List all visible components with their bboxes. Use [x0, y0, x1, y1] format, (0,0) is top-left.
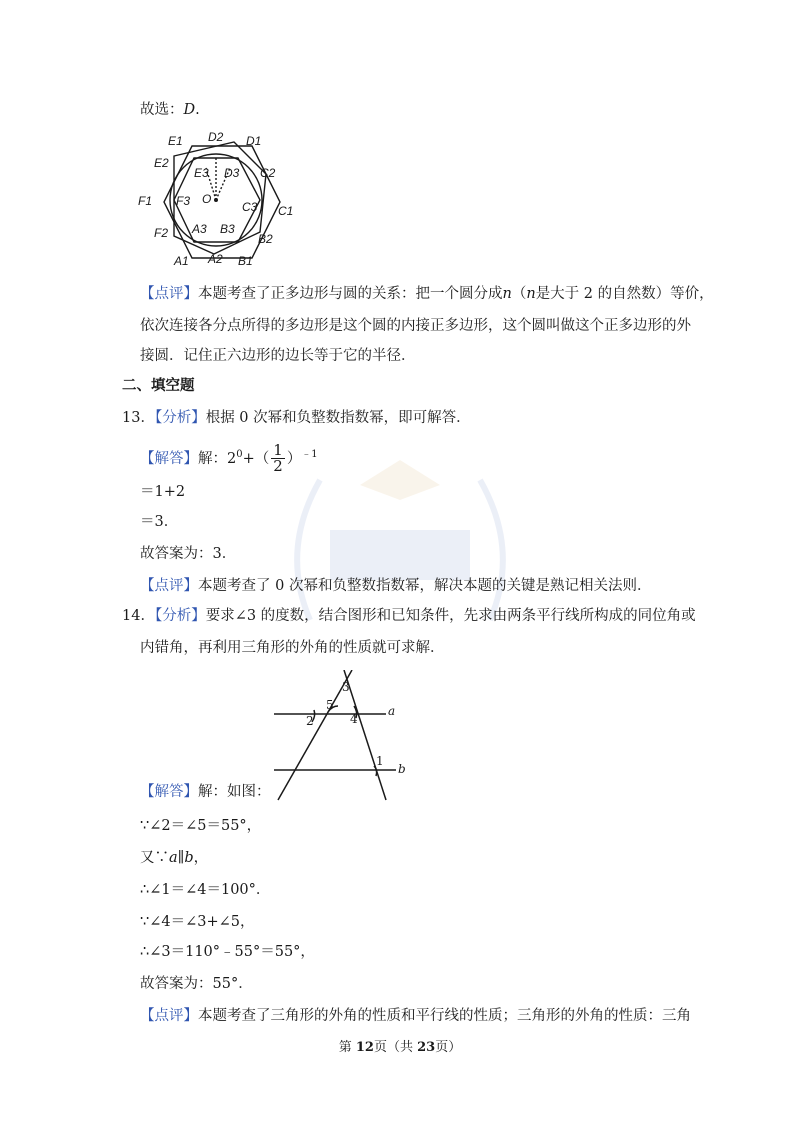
- q14-answer-line: [140, 782, 271, 802]
- q14-analysis-text: 要求∠3 的度数，结合图形和已知条件，先求由两条平行线所构成的同位角或: [205, 608, 696, 624]
- label-A2: A2: [208, 252, 223, 266]
- section-heading: 二、填空题: [122, 377, 195, 394]
- q13-review-line: [140, 576, 651, 596]
- q13-number: 13．: [122, 410, 155, 426]
- q14-step2-a: 又∵: [140, 850, 169, 866]
- review12-line1: [140, 284, 714, 304]
- q14-step2: [140, 848, 208, 868]
- footer-text-3: 页）: [435, 1040, 462, 1055]
- choice-suffix: .: [195, 102, 200, 118]
- q13-exp0: 0: [236, 449, 243, 460]
- label-angle-2: 2: [306, 714, 314, 728]
- label-B1: B1: [238, 254, 253, 268]
- review12-text-b: （: [511, 286, 527, 302]
- review12-line3: 接圆．记住正六边形的边长等于它的半径．: [140, 348, 416, 364]
- page-footer: [0, 1036, 800, 1055]
- q14-answer-intro: 解：如图：: [198, 784, 271, 800]
- q14-step3: ∴∠1＝∠4＝100°．: [140, 882, 271, 898]
- review12-text-c: 是大于 2 的自然数）等价，: [535, 286, 714, 302]
- review-tag: 【点评】: [140, 1008, 198, 1024]
- label-E2: E2: [154, 156, 169, 170]
- label-angle-1: 1: [376, 754, 384, 768]
- q14-review-line: [140, 1006, 691, 1026]
- answer-tag: 【解答】: [140, 784, 198, 800]
- q14-analysis-line2: 内错角，再利用三角形的外角的性质就可求解．: [140, 640, 445, 656]
- analysis-tag: 【分析】: [154, 410, 206, 426]
- label-angle-3: 3: [342, 680, 350, 694]
- label-B2: B2: [258, 232, 273, 246]
- label-O: O: [202, 192, 212, 206]
- label-E1: E1: [168, 134, 183, 148]
- q13-result: 故答案为：3．: [140, 546, 237, 562]
- label-A3: A3: [192, 222, 207, 236]
- q13-exp: ﹣1: [301, 449, 318, 460]
- choice-prefix: 故选：: [140, 102, 184, 118]
- q14-review: 本题考查了三角形的外角的性质和平行线的性质；三角形的外角的性质：三角: [198, 1008, 691, 1024]
- answer-tag: 【解答】: [140, 450, 198, 467]
- parallel-figure-labels: [268, 670, 418, 802]
- page-number: 12: [355, 1040, 374, 1055]
- q14-step2-c: ，: [193, 850, 209, 866]
- q13-step1: ＝1+2: [140, 484, 186, 500]
- choice-answer: D: [183, 102, 196, 118]
- q14-step4: ∵∠4＝∠3+∠5，: [140, 914, 255, 930]
- q13-close: ）: [286, 450, 302, 467]
- q14-step1: ∵∠2＝∠5＝55°，: [140, 818, 262, 834]
- label-B3: B3: [220, 222, 235, 236]
- q14-step5: ∴∠3＝110°﹣55°＝55°，: [140, 944, 315, 960]
- review12-n: n: [502, 286, 512, 302]
- choice-line: [140, 100, 200, 120]
- analysis-tag: 【分析】: [154, 608, 206, 624]
- q14-result: 故答案为：55°．: [140, 976, 253, 992]
- review-tag: 【点评】: [140, 578, 198, 594]
- q14-analysis-line1: [122, 606, 696, 626]
- label-D3: D3: [224, 166, 240, 180]
- q14-number: 14．: [122, 608, 155, 624]
- q14-step2-b: a∥b: [169, 850, 194, 866]
- q13-analysis: 根据 0 次幂和负整数指数幂，即可解答．: [205, 410, 471, 426]
- label-angle-4: 4: [350, 712, 358, 726]
- label-A1: A1: [174, 254, 189, 268]
- q13-plus: +（: [242, 450, 270, 467]
- label-line-a: a: [388, 704, 396, 718]
- review-tag: 【点评】: [140, 286, 198, 302]
- review12-line2: 依次连接各分点所得的多边形是这个圆的内接正多边形，这个圆叫做这个正多边形的外: [140, 318, 691, 334]
- label-F2: F2: [154, 226, 169, 240]
- review12-text-a: 本题考查了正多边形与圆的关系：把一个圆分成: [198, 286, 503, 302]
- q13-answer-prefix: 解：2: [198, 450, 237, 467]
- label-F1: F1: [138, 194, 153, 208]
- label-D1: D1: [246, 134, 262, 148]
- label-E3: E3: [194, 166, 209, 180]
- fraction-denominator: 2: [273, 457, 283, 476]
- label-C3: C3: [242, 200, 258, 214]
- footer-text-1: 第: [338, 1040, 356, 1055]
- fraction-numerator: 1: [273, 441, 283, 460]
- label-line-b: b: [398, 762, 406, 776]
- fraction: [271, 443, 285, 474]
- q13-step2: ＝3．: [140, 514, 179, 530]
- q13-review: 本题考查了 0 次幂和负整数指数幂，解决本题的关键是熟记相关法则．: [198, 578, 652, 594]
- label-C2: C2: [260, 166, 276, 180]
- review12-n2: n: [526, 286, 536, 302]
- q13-answer-line: [140, 440, 318, 474]
- label-angle-5: 5: [326, 698, 334, 712]
- q13-analysis-line: [122, 408, 471, 428]
- total-pages: 23: [417, 1040, 436, 1055]
- label-D2: D2: [208, 130, 224, 144]
- footer-text-2: 页（共: [373, 1040, 418, 1055]
- label-C1: C1: [278, 204, 294, 218]
- polygon-figure-labels: [134, 132, 304, 272]
- label-F3: F3: [176, 194, 191, 208]
